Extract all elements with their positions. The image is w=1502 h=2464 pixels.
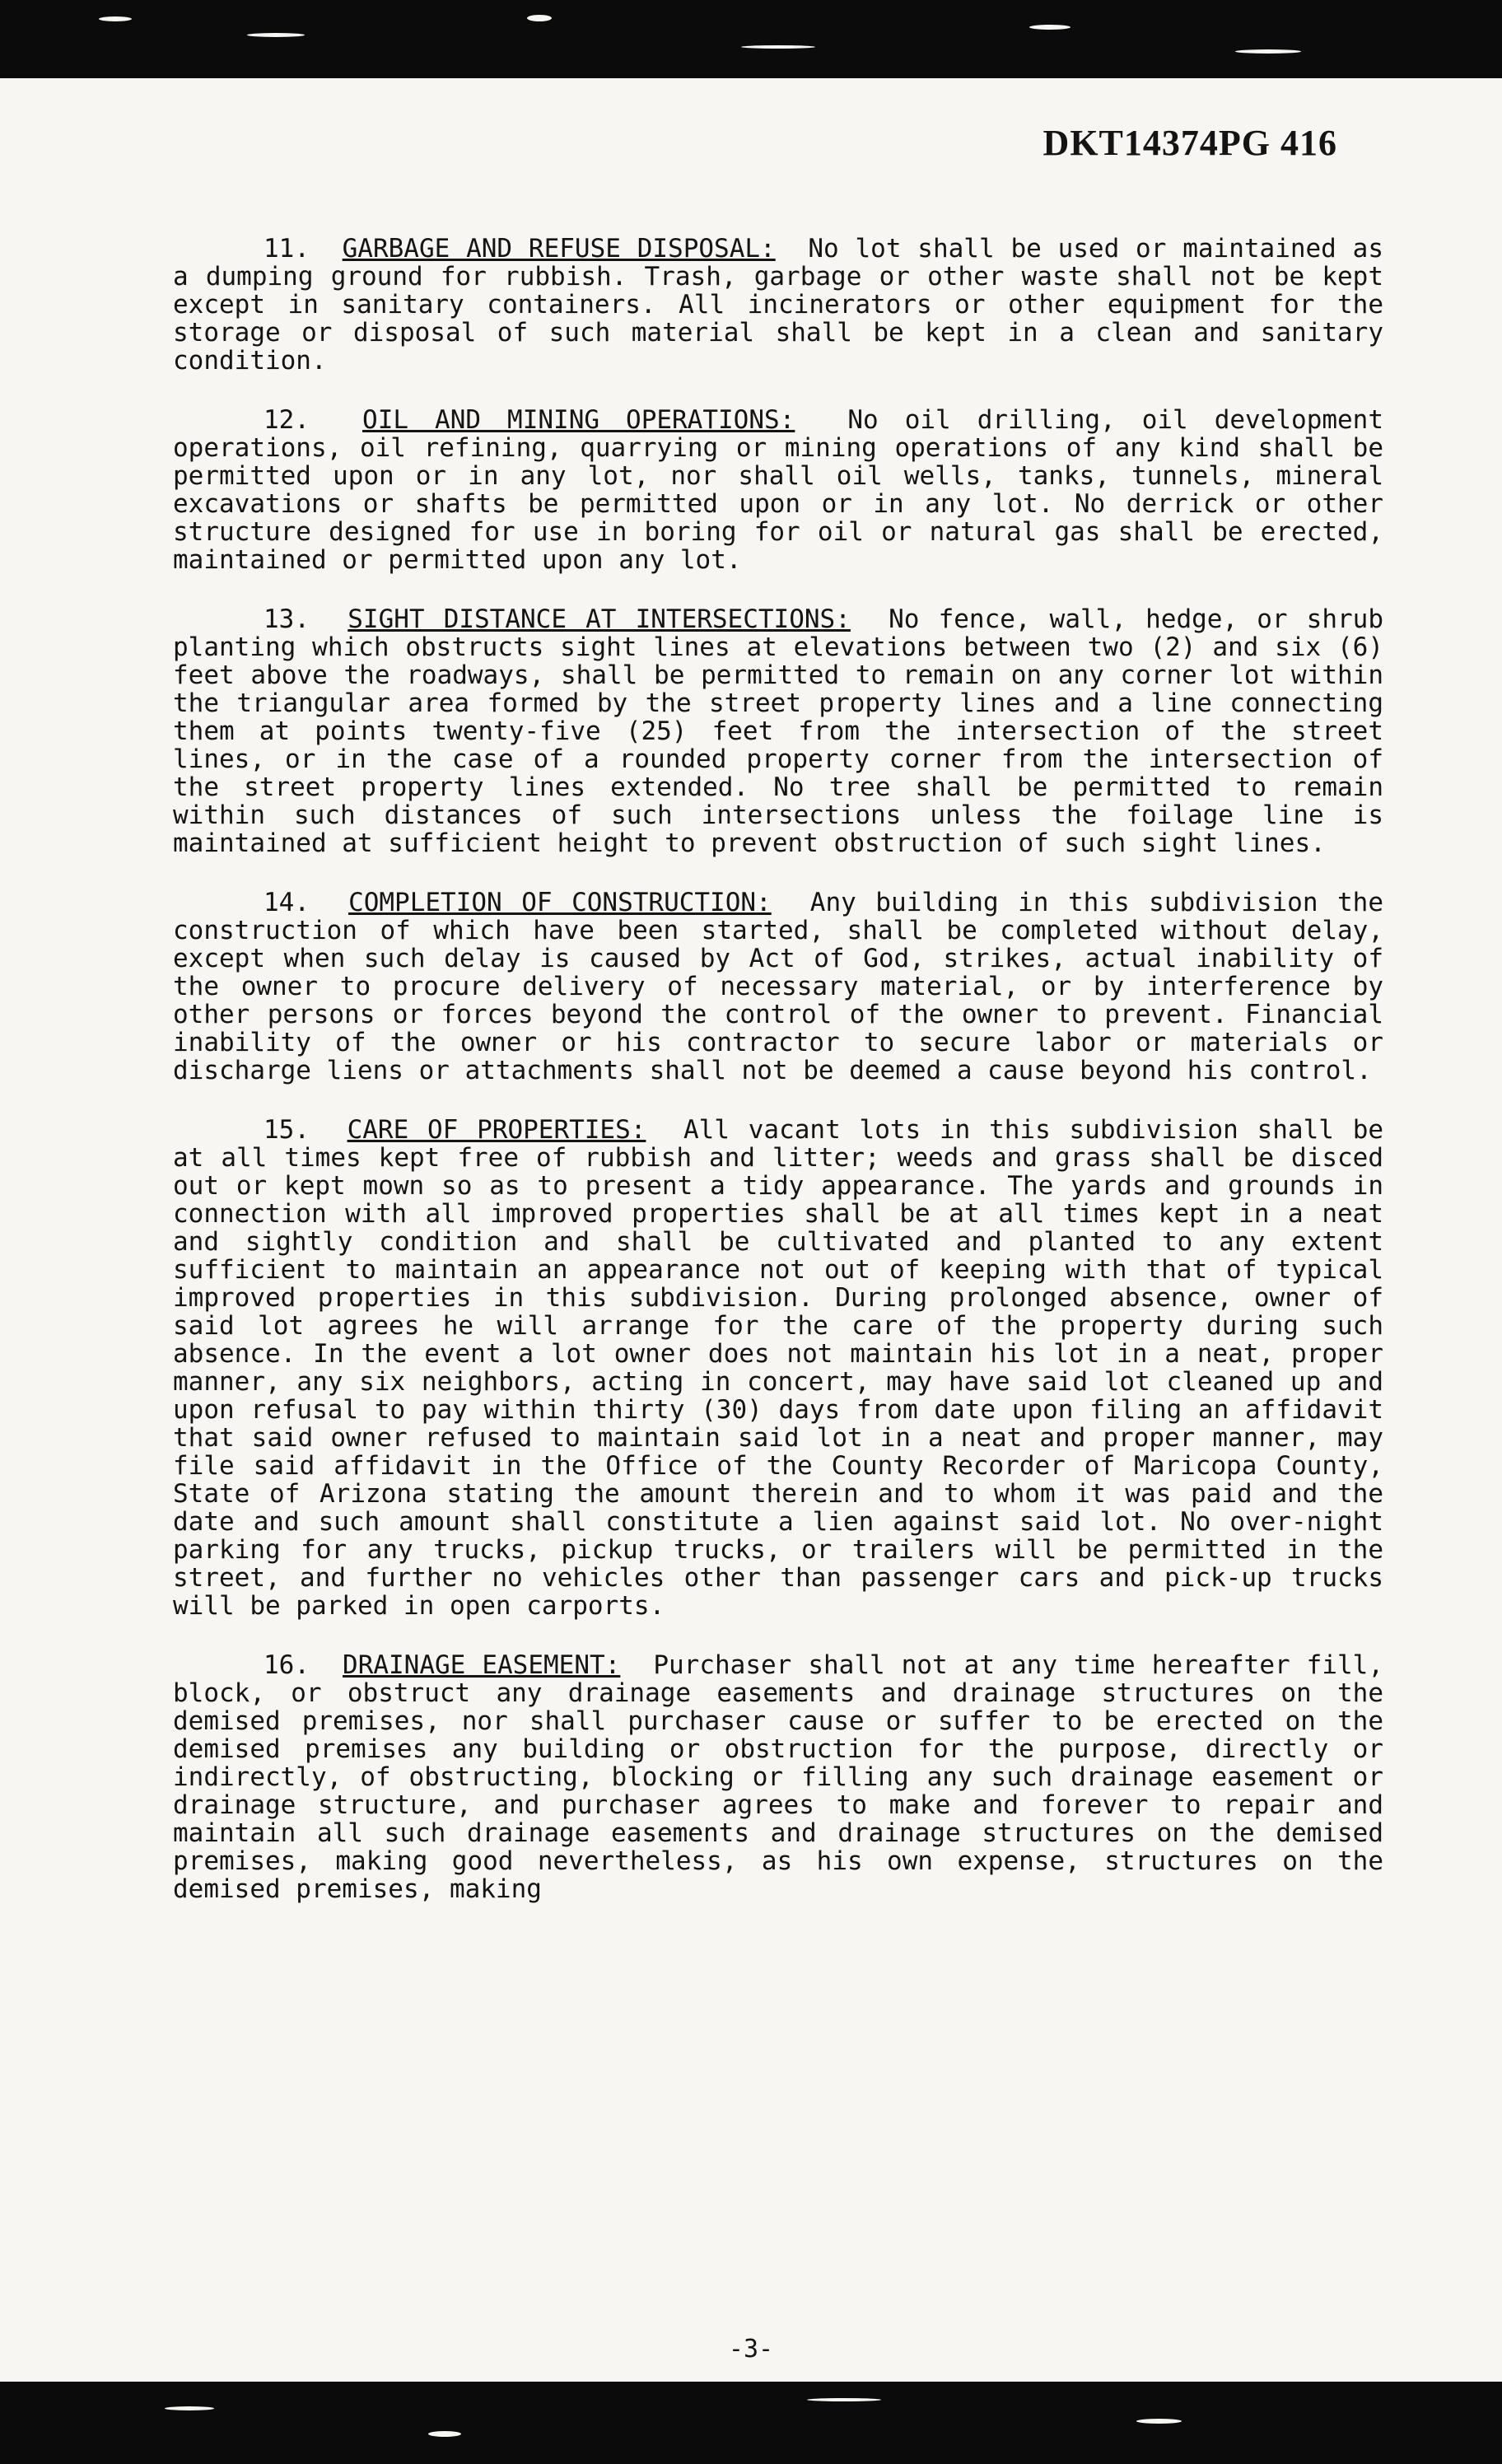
section-heading: DRAINAGE EASEMENT: — [343, 1650, 621, 1680]
section-13 — [173, 605, 1383, 857]
section-number: 13. — [264, 604, 310, 634]
document-body — [173, 235, 1383, 1934]
section-heading: CARE OF PROPERTIES: — [347, 1115, 646, 1145]
section-11 — [173, 235, 1383, 375]
section-14 — [173, 889, 1383, 1085]
document-reference-number: DKT14374PG 416 — [1043, 123, 1337, 163]
section-heading: SIGHT DISTANCE AT INTERSECTIONS: — [348, 604, 851, 634]
section-heading: OIL AND MINING OPERATIONS: — [362, 405, 795, 435]
section-number: 14. — [264, 888, 310, 917]
section-text: No fence, wall, hedge, or shrub planting which obstructs sight lines at elevations between two (2) and six (6) feet above the roadways, shall be permitted to remain on any corner lot within the triangular area formed by the street property lines and a line connecting them at points twenty-five (25) feet from the intersection of the street lines, or in the case of a rounded property corner from the intersection of the street property lines extended. No tree shall be permitted to remain within such distances of such intersections unless the foilage line is maintained at sufficient height to prevent obstruction of such sight lines. — [173, 604, 1384, 858]
section-number: 11. — [264, 234, 310, 264]
section-text: No lot shall be used or maintained as a dumping ground for rubbish. Trash, garbage or other waste shall not be kept except in sanitary containers. All incinerators or other equipment for the storage or disposal of such material shall be kept in a clean and sanitary condition. — [173, 234, 1383, 376]
section-heading: GARBAGE AND REFUSE DISPOSAL: — [342, 234, 776, 264]
scan-border-bottom — [0, 2382, 1502, 2464]
section-heading: COMPLETION OF CONSTRUCTION: — [348, 888, 772, 917]
section-text: Purchaser shall not at any time hereafter fill, block, or obstruct any drainage easements and drainage structures on the demised premises, nor shall purchaser cause or suffer to be erected on the demised premises any building or obstruction for the purpose, directly or indirectly, of obstructing, blocking or filling any such drainage easement or drainage structure, and purchaser agrees to make and forever to repair and maintain all such drainage easements and drainage structures on the demised premises, making good nevertheless, as his own expense, structures on the demised premises, making — [173, 1650, 1383, 1904]
section-number: 15. — [264, 1115, 310, 1145]
section-12 — [173, 406, 1383, 574]
section-16 — [173, 1651, 1383, 1903]
section-text: No oil drilling, oil development operations, oil refining, quarrying or mining operations of any kind shall be permitted upon or in any lot, nor shall oil wells, tanks, tunnels, mineral excavations or shafts be permitted upon or in any lot. No derrick or other structure designed for use in boring for oil or natural gas shall be erected, maintained or permitted upon any lot. — [173, 405, 1384, 575]
section-number: 16. — [264, 1650, 310, 1680]
section-text: All vacant lots in this subdivision shall be at all times kept free of rubbish and litter; weeds and grass shall be disced out or kept mown so as to present a tidy appearance. The yards and grounds in connection with all improved properties shall be at all times kept in a neat and sightly condition and shall be cultivated and planted to any extent sufficient to maintain an appearance not out of keeping with that of typical improved properties in this subdivision. During prolonged absence, owner of said lot agrees he will arrange for the care of the property during such absence. In the event a lot owner does not maintain his lot in a neat, proper manner, any six neighbors, acting in concert, may have said lot cleaned up and upon refusal to pay within thirty (30) days from date upon filing an affidavit that said owner refused to maintain said lot in a neat and proper manner, may file said affidavit in the Office of the County Recorder of Maricopa County, State of Arizona stating the amount therein and to whom it was paid and the date and such amount shall constitute a lien against said lot. No over-night parking for any trucks, pickup trucks, or trailers will be permitted in the street, and further no vehicles other than passenger cars and pick-up trucks will be parked in open carports. — [173, 1115, 1384, 1621]
section-15 — [173, 1116, 1383, 1620]
section-number: 12. — [264, 405, 310, 435]
scan-border-top — [0, 0, 1502, 78]
section-text: Any building in this subdivision the construction of which have been started, shall be completed without delay, except when such delay is caused by Act of God, strikes, actual inability of the owner to procure delivery of necessary material, or by interference by other persons or forces beyond the control of the owner to prevent. Financial inability of the owner or his contractor to secure labor or materials or discharge liens or attachments shall not be deemed a cause beyond his control. — [173, 888, 1384, 1085]
page-number: -3- — [728, 2335, 774, 2364]
